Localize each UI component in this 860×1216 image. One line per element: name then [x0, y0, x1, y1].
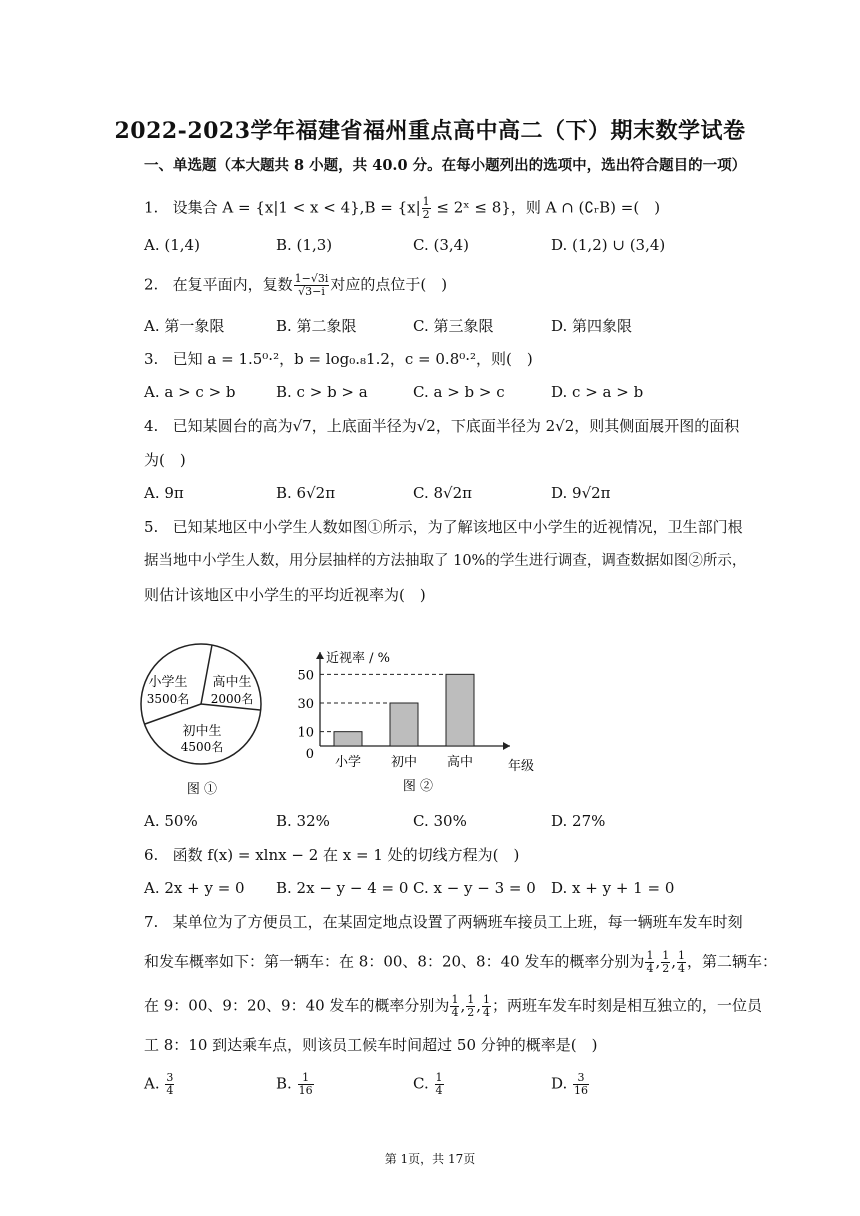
option-b: B. 2x − y − 4 = 0 — [276, 879, 409, 897]
fraction — [298, 1072, 314, 1097]
question-number: 1. — [144, 198, 159, 217]
option-b: B. (1,3) — [276, 236, 333, 254]
question-1 — [144, 196, 660, 221]
pie-label-high: 高中生 — [212, 675, 252, 690]
fraction-denominator: 4 — [166, 1084, 174, 1097]
y-axis-label: 近视率 / % — [326, 651, 390, 666]
option-a: A. 9π — [144, 484, 184, 502]
pie-count-primary: 3500名 — [146, 692, 190, 706]
x-tick-label: 小学 — [334, 755, 362, 770]
question-text: 设集合 A = {x|1 < x < 4},B = {x| — [172, 198, 421, 217]
question-text: 对应的点位于( ) — [330, 275, 448, 294]
option-a: A. 50% — [144, 812, 198, 830]
question-text: ；两班车发车时刻是相互独立的，一位员 — [492, 996, 763, 1015]
fraction-numerator: 3 — [573, 1072, 589, 1085]
fraction-denominator: 2 — [467, 1006, 475, 1019]
fraction-numerator: 1−√3i — [294, 272, 329, 285]
option-c: C. 8√2π — [413, 484, 472, 502]
fraction-denominator: 16 — [298, 1084, 313, 1097]
fraction-numerator: 1 — [662, 949, 670, 962]
fraction-numerator: 1 — [451, 993, 459, 1006]
fraction-numerator: 1 — [435, 1071, 443, 1084]
fraction — [294, 273, 330, 298]
option-d: D. c > a > b — [551, 383, 644, 401]
fraction — [677, 950, 686, 975]
bar-初中 — [390, 703, 418, 746]
fraction-denominator: 4 — [678, 962, 685, 975]
option-c: C. x − y − 3 = 0 — [413, 879, 536, 897]
x-axis-label: 年级 — [508, 759, 535, 774]
question-2 — [144, 273, 447, 298]
fraction-denominator: 4 — [451, 1006, 459, 1019]
question-7 — [144, 912, 743, 932]
question-text: 已知某圆台的高为√7，上底面半径为√2，下底面半径为 2√2，则其侧面展开图的面积 — [172, 417, 740, 435]
option-a: A. 第一象限 — [144, 317, 225, 335]
option-d: D. 27% — [551, 812, 606, 830]
fraction — [450, 994, 459, 1019]
question-6 — [144, 845, 519, 865]
fraction-numerator: 1 — [298, 1072, 314, 1085]
pie-label-middle: 初中生 — [182, 724, 222, 739]
question-text: 在复平面内，复数 — [172, 275, 293, 294]
question-5 — [144, 517, 743, 537]
option-d — [551, 1072, 590, 1097]
option-d: D. x + y + 1 = 0 — [551, 879, 675, 897]
question-text: 已知某地区中小学生人数如图①所示，为了解该地区中小学生的近视情况，卫生部门根 — [172, 518, 743, 536]
y-tick-label: 50 — [297, 668, 314, 684]
fraction-numerator: 1 — [483, 993, 490, 1006]
question-text: 某单位为了方便员工，在某固定地点设置了两辆班车接员工上班，每一辆班车发车时刻 — [172, 913, 743, 931]
option-label: A. — [144, 1074, 160, 1093]
fraction-numerator: 1 — [646, 949, 654, 962]
pie-count-middle: 4500名 — [180, 740, 224, 754]
option-b — [276, 1072, 315, 1097]
option-c: C. a > b > c — [413, 383, 505, 401]
option-a — [144, 1072, 175, 1097]
bar-chart-caption: 图 ② — [402, 779, 434, 794]
question-number: 4. — [144, 417, 159, 435]
option-b: B. 第二象限 — [276, 317, 357, 335]
option-label: B. — [276, 1074, 292, 1093]
bar-小学 — [334, 732, 362, 746]
question-text: ≤ 2ˣ ≤ 8}，则 A ∩ (∁ᵣB) =( ) — [431, 198, 661, 217]
question-number: 3. — [144, 350, 159, 368]
option-label: C. — [413, 1074, 429, 1093]
option-c: C. (3,4) — [413, 236, 470, 254]
pie-count-high: 2000名 — [210, 692, 254, 706]
option-a: A. (1,4) — [144, 236, 200, 254]
fraction — [435, 1072, 444, 1097]
question-text: 函数 f(x) = xlnx − 2 在 x = 1 处的切线方程为( ) — [172, 846, 520, 864]
fraction-denominator: 16 — [574, 1084, 589, 1097]
fraction-denominator: 4 — [435, 1084, 443, 1097]
y-axis-arrow — [316, 652, 324, 659]
x-tick-label: 初中 — [390, 755, 418, 770]
x-tick-label: 高中 — [446, 755, 474, 770]
question-text-line: 和发车概率如下：第一辆车：在 8：00、8：20、8：40 发车的概率分别为 $\frac{1}{4}$ , $\frac{1}{2}$ , $\frac{1}{4}$ ，第二辆车： — [144, 949, 778, 975]
page-footer: 第 1页，共 17页 — [384, 1152, 476, 1166]
fraction-denominator: 2 — [662, 962, 670, 975]
option-d: D. 第四象限 — [551, 317, 633, 335]
bar-chart-figure — [290, 640, 550, 800]
question-text: 和发车概率如下：第一辆车：在 8：00、8：20、8：40 发车的概率分别为 — [144, 952, 645, 971]
question-number: 6. — [144, 846, 159, 864]
y-tick-label: 10 — [297, 725, 314, 741]
bar-高中 — [446, 674, 474, 746]
fraction-denominator: 4 — [483, 1006, 490, 1019]
option-d: D. (1,2) ∪ (3,4) — [551, 236, 666, 254]
fraction-numerator: 1 — [678, 949, 685, 962]
option-b: B. 32% — [276, 812, 330, 830]
question-text: 在 9：00、9：20、9：40 发车的概率分别为 — [144, 996, 450, 1015]
pie-caption: 图 ① — [186, 782, 218, 797]
option-c — [413, 1072, 445, 1097]
option-a: A. a > c > b — [144, 383, 236, 401]
question-number: 5. — [144, 518, 159, 536]
chart-bars — [320, 674, 474, 746]
y-tick-label: 0 — [305, 747, 314, 762]
y-tick-label: 30 — [297, 697, 314, 712]
fraction-denominator: 4 — [646, 962, 654, 975]
fraction-numerator: 1 — [467, 993, 475, 1006]
pie-chart-figure — [136, 640, 272, 802]
option-b: B. 6√2π — [276, 484, 336, 502]
question-text-line: 为( ) — [144, 451, 186, 469]
question-text-line: 工 8：10 到达乘车点，则该员工候车时间超过 50 分钟的概率是( ) — [144, 1036, 598, 1054]
fraction — [573, 1072, 589, 1097]
option-b: B. c > b > a — [276, 383, 368, 401]
fraction-denominator: √3−i — [298, 285, 325, 298]
section-heading: 一、单选题（本大题共 8 小题，共 40.0 分。在每小题列出的选项中，选出符合题目的一项） — [144, 157, 747, 174]
question-text: 已知 a = 1.5⁰·²，b = log₀.₈1.2，c = 0.8⁰·²，则( ) — [172, 350, 533, 368]
option-label: D. — [551, 1074, 568, 1093]
option-a: A. 2x + y = 0 — [144, 879, 245, 897]
fraction — [165, 1072, 174, 1097]
x-axis-arrow — [503, 742, 510, 750]
option-c: C. 30% — [413, 812, 467, 830]
question-number: 7. — [144, 913, 159, 931]
question-text-line: 据当地中小学生人数，用分层抽样的方法抽取了 10%的学生进行调查，调查数据如图②所示， — [144, 553, 747, 569]
question-text-line: 在 9：00、9：20、9：40 发车的概率分别为 $\frac{1}{4}$ , $\frac{1}{2}$ , $\frac{1}{4}$ ；两班车发车时刻是相互独立的，一位员 — [144, 993, 763, 1019]
option-c: C. 第三象限 — [413, 317, 494, 335]
question-3 — [144, 349, 533, 369]
fraction — [661, 950, 670, 975]
question-text: ，第二辆车： — [687, 952, 778, 971]
fraction — [645, 950, 654, 975]
question-4 — [144, 416, 739, 436]
fraction — [422, 196, 431, 221]
question-text-line: 则估计该地区中小学生的平均近视率为( ) — [144, 586, 426, 604]
pie-label-primary: 小学生 — [148, 675, 188, 690]
fraction-numerator: 3 — [166, 1071, 174, 1084]
question-number: 2. — [144, 275, 159, 294]
fraction — [482, 994, 491, 1019]
option-d: D. 9√2π — [551, 484, 611, 502]
fraction — [466, 994, 475, 1019]
fraction-denominator: 2 — [422, 208, 430, 221]
fraction-numerator: 1 — [422, 195, 430, 208]
exam-title: 2022-2023学年福建省福州重点高中高二（下）期末数学试卷 — [114, 118, 746, 144]
